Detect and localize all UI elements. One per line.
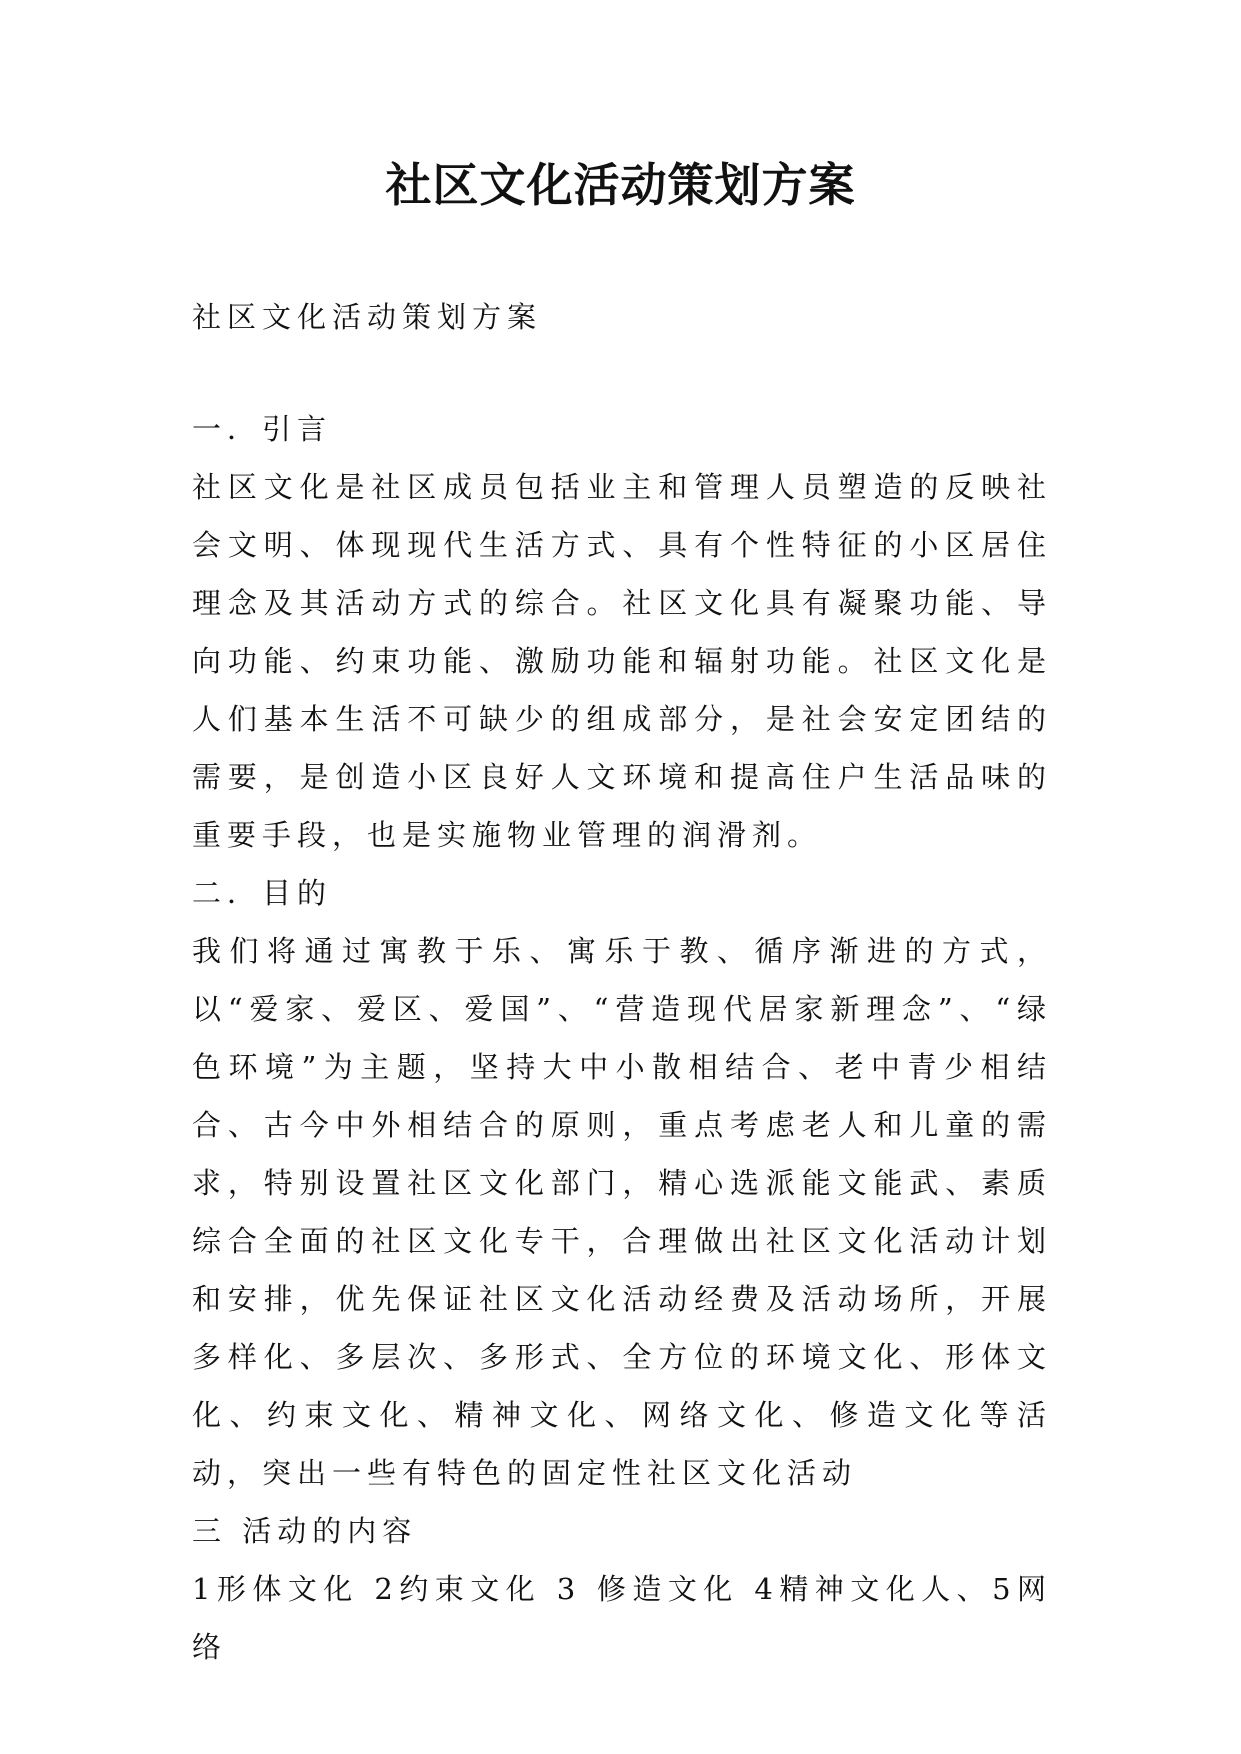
section-heading-introduction: 一．引言 <box>192 412 333 446</box>
document-body <box>192 400 1052 1676</box>
section-paragraph-purpose: 我们将通过寓教于乐、寓乐于教、循序渐进的方式，以“爱家、爱区、爱国”、“营造现代居家新理念”、“绿色环境”为主题，坚持大中小散相结合、老中青少相结合、古今中外相结合的原则，重点考虑老人和儿童的需求，特别设置社区文化部门，精心选派能文能武、素质综合全面的社区文化专干，合理做出社区文化活动计划和安排，优先保证社区文化活动经费及活动场所，开展多样化、多层次、多形式、全方位的环境文化、形体文化、约束文化、精神文化、网络文化、修造文化等活动，突出一些有特色的固定性社区文化活动 <box>192 934 1052 1490</box>
section-heading-purpose: 二．目的 <box>192 876 333 910</box>
section-paragraph-content: 1形体文化 2约束文化 3 修造文化 4精神文化人、5网络 <box>192 1572 1052 1664</box>
document-subtitle: 社区文化活动策划方案 <box>192 300 543 334</box>
section-heading-content: 三 活动的内容 <box>192 1514 418 1548</box>
section-paragraph-introduction: 社区文化是社区成员包括业主和管理人员塑造的反映社会文明、体现现代生活方式、具有个性特征的小区居住理念及其活动方式的综合。社区文化具有凝聚功能、导向功能、约束功能、激励功能和辐射功能。社区文化是人们基本生活不可缺少的组成部分，是社会安定团结的需要，是创造小区良好人文环境和提高住户生活品味的重要手段，也是实施物业管理的润滑剂。 <box>192 470 1052 852</box>
document-title: 社区文化活动策划方案 <box>385 158 856 212</box>
